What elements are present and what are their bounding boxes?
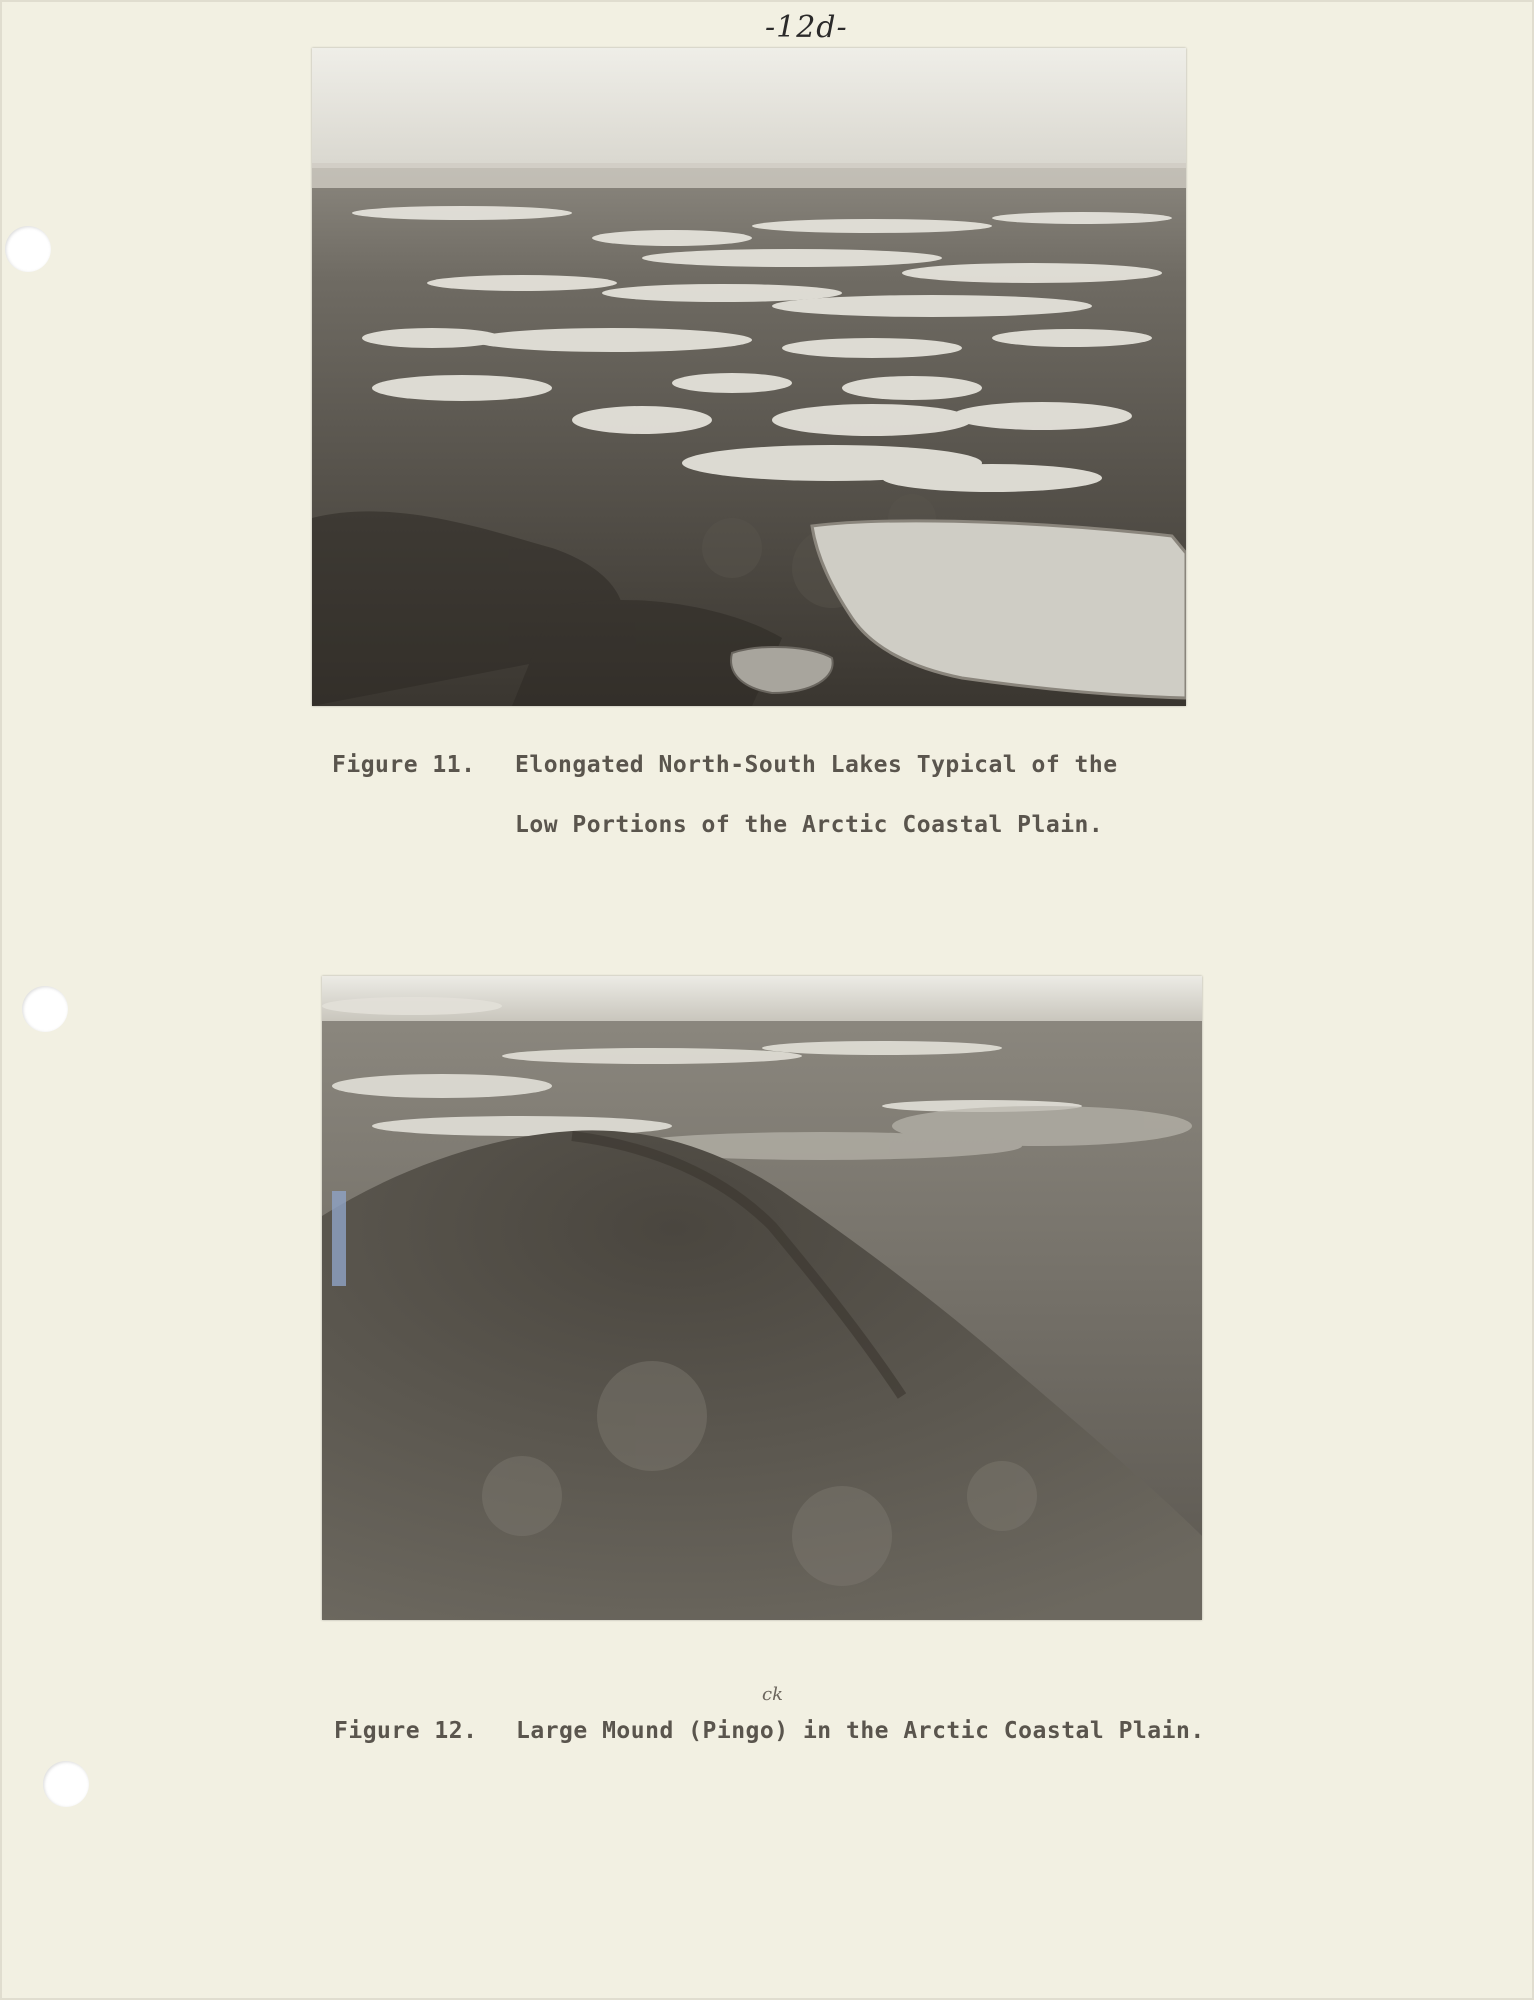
punch-hole-bottom <box>43 1761 89 1807</box>
figure-11-caption-label: Figure 11. <box>332 752 476 778</box>
figure-11-caption-line1: Elongated North-South Lakes Typical of the <box>515 752 1118 778</box>
figure-11-caption-line2: Low Portions of the Arctic Coastal Plain. <box>515 812 1104 838</box>
figure-12-photo <box>322 976 1202 1620</box>
figure-12-caption-line1: Large Mound (Pingo) in the Arctic Coastal Plain. <box>516 1718 1205 1744</box>
punch-hole-top <box>5 226 51 272</box>
page-number: -12d- <box>765 10 848 45</box>
lakes-aerial-image <box>312 48 1186 706</box>
punch-hole-middle <box>22 986 68 1032</box>
handwritten-correction: ck <box>762 1684 783 1705</box>
pingo-aerial-image <box>322 976 1202 1620</box>
figure-11-photo <box>312 48 1186 706</box>
figure-12-caption-label: Figure 12. <box>334 1718 478 1744</box>
